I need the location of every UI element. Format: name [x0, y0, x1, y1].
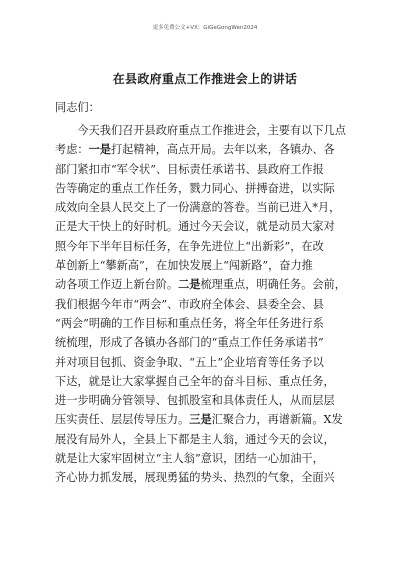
body-line [55, 121, 365, 140]
body-line [55, 275, 365, 294]
line-text: 成效向全县人民交上了一份满意的答卷。当前已进入*月， [55, 201, 341, 215]
body-line [55, 410, 365, 429]
emphasis-marker: 二是 [178, 277, 201, 292]
body-line [55, 237, 365, 256]
body-line [55, 256, 365, 275]
line-text: 下达，就是让大家掌握自己全年的奋斗目标、重点任务， [55, 374, 335, 388]
line-text: 汇聚合力，再谱新篇。X发 [211, 413, 343, 427]
line-text: 我们根据今年市“两会”、市政府全体会、县委全会、县 [55, 297, 324, 311]
line-text: 齐心协力抓发展，展现勇猛的势头、热烈的气象，全面兴 [55, 471, 335, 485]
document-title: 在县政府重点工作推进会上的讲话 [112, 72, 298, 86]
emphasis-marker: 三是 [189, 412, 212, 427]
body-line [55, 353, 365, 372]
line-text: 告等确定的重点工作任务，戮力同心、拼搏奋进，以实际 [55, 181, 335, 195]
line-text: 压实责任、层层传导压力。 [55, 413, 190, 427]
body-line [55, 449, 365, 468]
line-text: 并对项目包抓、资金争取、“五上”企业培育等任务予以 [55, 355, 324, 369]
line-text: “两会”明确的工作目标和重点任务，将全年任务进行系 [55, 316, 324, 330]
salutation: 同志们： [55, 101, 100, 114]
line-text: 梳理重点，明确任务。会前， [200, 278, 346, 292]
line-text: 照今年下半年目标任务，在争先进位上“出新彩”，在改 [55, 239, 324, 253]
line-text: 部门紧扣市“军令状”、目标责任承诺书、县政府工作报 [55, 162, 324, 176]
line-text: 正是大干快上的好时机。通过今天会议，就是动员大家对 [55, 220, 335, 234]
body-line [55, 333, 365, 352]
line-text: 动各项工作迈上新台阶。 [55, 278, 179, 292]
body-line [55, 160, 365, 179]
body-line [55, 179, 365, 198]
body-line [55, 468, 365, 487]
speech-body [55, 121, 365, 488]
body-line [55, 314, 365, 333]
body-line [55, 430, 365, 449]
body-line [55, 391, 365, 410]
line-text: 进一步明确分管领导、包抓股室和具体责任人，从而层层 [55, 394, 335, 408]
line-text: 展没有局外人，全县上下都是主人翁，通过今天的会议， [55, 432, 335, 446]
line-text: 今天我们召开县政府重点工作推进会，主要有以下几点 [55, 124, 346, 137]
body-line [55, 295, 365, 314]
page-header: 更多免费公文+VX：GiGeGongWen2024 [152, 25, 258, 31]
line-text: 统梳理，形成了各镇办各部门的“重点工作任务承诺书” [55, 336, 324, 350]
body-line [55, 198, 365, 217]
body-line [55, 140, 365, 159]
line-text: 革创新上“攀新高”，在加快发展上“闯新路”，奋力推 [55, 259, 313, 273]
line-text: 就是让大家牢固树立“主人翁”意识，团结一心加油干， [55, 452, 324, 466]
body-line [55, 217, 365, 236]
line-text: 考虑： [55, 143, 89, 157]
emphasis-marker: 一是 [88, 142, 111, 157]
body-line [55, 372, 365, 391]
line-text: 打起精神，高点开局。去年以来，各镇办、各 [110, 143, 335, 157]
